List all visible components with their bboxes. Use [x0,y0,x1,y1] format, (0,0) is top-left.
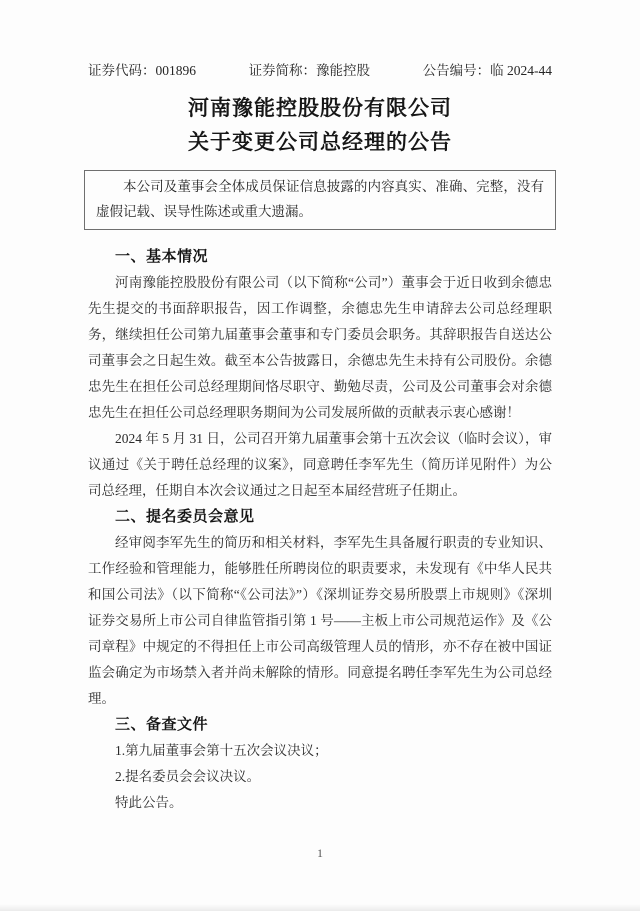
closing-statement: 特此公告。 [115,795,183,810]
section-heading-nomination-committee-opinion: 二、提名委员会意见 [115,508,255,525]
announcement-number: 公告编号：临 2024-44 [422,63,552,78]
reference-document-item-1: 1.第九届董事会第十五次会议决议； [115,743,328,758]
reference-document-item-2: 2.提名委员会会议决议。 [115,769,261,784]
section-heading-reference-documents: 三、备查文件 [115,716,209,733]
page-number: 1 [317,846,323,860]
paragraph-appointment: 2024 年 5 月 31 日，公司召开第九届董事会第十五次会议（临时会议），审议通过《关于聘任总经理的议案》，同意聘任李军先生（简历详见附件）为公司总经理，任期自本次会议通过之日起至本届经营班子任期止。 [88,431,552,498]
page-bottom-edge [0,904,640,911]
stock-code: 证券代码：001896 [88,63,196,78]
stock-short-name: 证券简称：豫能控股 [248,63,371,78]
section-heading-basic-info: 一、基本情况 [115,248,209,265]
paragraph-resignation: 河南豫能控股股份有限公司（以下简称“公司”）董事会于近日收到余德忠先生提交的书面辞职报告，因工作调整，余德忠先生申请辞去公司总经理职务，继续担任公司第九届董事会董事和专门委员会职务。其辞职报告自送达公司董事会之日起生效。截至本公告披露日，余德忠先生未持有公司股份。余德忠先生在担任公司总经理期间恪尽职守、勤勉尽责，公司及公司董事会对余德忠先生在担任公司总经理职务期间为公司发展所做的贡献表示衷心感谢！ [88,275,552,420]
paragraph-committee-opinion: 经审阅李军先生的简历和相关材料，李军先生具备履行职责的专业知识、工作经验和管理能力，能够胜任所聘岗位的职责要求，未发现有《中华人民共和国公司法》（以下简称“《公司法》”）《深圳证券交易所股票上市规则》《深圳证券交易所上市公司自律监管指引第 1 号——主板上市公司规范运作》及《公司章程》中规定的不得担任上市公司高级管理人员的情形，亦不存在被中国证监会确定为市场禁入者并尚未解除的情形。同意提名聘任李军先生为公司总经理。 [88,535,552,706]
announcement-subject: 关于变更公司总经理的公告 [188,131,452,154]
document-body [88,244,552,816]
document-title [88,92,552,160]
document-header [88,62,552,80]
page-footer [0,846,640,861]
disclaimer-box [84,170,556,230]
disclaimer-text: 本公司及董事会全体成员保证信息披露的内容真实、准确、完整，没有虚假记载、误导性陈述或重大遗漏。 [96,179,544,219]
company-name: 河南豫能控股股份有限公司 [188,97,452,120]
